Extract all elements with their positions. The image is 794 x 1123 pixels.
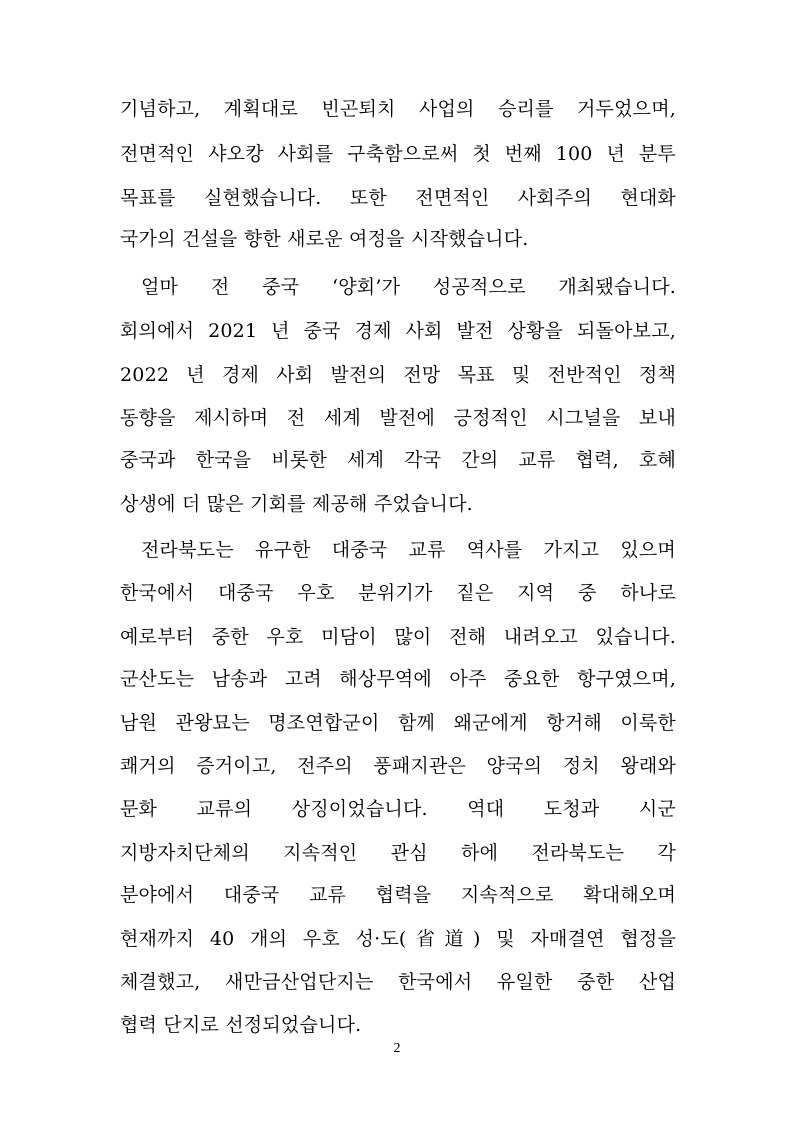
paragraph-1-line-2: 전면적인 샤오캉 사회를 구축함으로써 첫 번째 100 년 분투 (120, 143, 676, 165)
paragraph-1-line-1: 기념하고, 계획대로 빈곤퇴치 사업의 승리를 거두었으며, (120, 98, 676, 120)
paragraph-2-line-2: 회의에서 2021 년 중국 경제 사회 발전 상황을 되돌아보고, (120, 320, 676, 342)
paragraph-3-line-1: 전라북도는 유구한 대중국 교류 역사를 가지고 있으며 (141, 539, 676, 561)
paragraph-3-line-5: 남원 관왕묘는 명조연합군이 함께 왜군에게 항거해 이룩한 (120, 712, 676, 734)
paragraph-2-line-3: 2022 년 경제 사회 발전의 전망 목표 및 전반적인 정책 (120, 364, 676, 386)
paragraph-3-line-8: 지방자치단체의 지속적인 관심 하에 전라북도는 각 (120, 842, 676, 864)
paragraph-1-line-4: 국가의 건설을 향한 새로운 여정을 시작했습니다. (120, 228, 529, 250)
paragraph-2-line-1: 얼마 전 중국 ‘양회’가 성공적으로 개최됐습니다. (141, 276, 676, 298)
page-number: 2 (393, 1041, 401, 1056)
paragraph-3-line-4: 군산도는 남송과 고려 해상무역에 아주 중요한 항구였으며, (120, 668, 676, 690)
paragraph-3-line-7: 문화 교류의 상징이었습니다. 역대 도청과 시군 (120, 798, 676, 820)
paragraph-2-line-6: 상생에 더 많은 기회를 제공해 주었습니다. (120, 493, 473, 515)
paragraph-3-line-10: 현재까지 40 개의 우호 성·도(省道) 및 자매결연 협정을 (120, 928, 676, 950)
paragraph-2-line-5: 중국과 한국을 비롯한 세계 각국 간의 교류 협력, 호혜 (120, 449, 676, 471)
paragraph-3-line-2: 한국에서 대중국 우호 분위기가 짙은 지역 중 하나로 (120, 582, 676, 604)
paragraph-2-line-4: 동향을 제시하며 전 세계 발전에 긍정적인 시그널을 보내 (120, 407, 676, 429)
paragraph-1-line-3: 목표를 실현했습니다. 또한 전면적인 사회주의 현대화 (120, 187, 676, 209)
paragraph-3-line-12: 협력 단지로 선정되었습니다. (120, 1014, 362, 1036)
paragraph-3-line-6: 쾌거의 증거이고, 전주의 풍패지관은 양국의 정치 왕래와 (120, 755, 676, 777)
paragraph-3-line-9: 분야에서 대중국 교류 협력을 지속적으로 확대해오며 (120, 884, 676, 906)
paragraph-3-line-11: 체결했고, 새만금산업단지는 한국에서 유일한 중한 산업 (120, 971, 676, 993)
paragraph-3-line-3: 예로부터 중한 우호 미담이 많이 전해 내려오고 있습니다. (120, 626, 676, 648)
